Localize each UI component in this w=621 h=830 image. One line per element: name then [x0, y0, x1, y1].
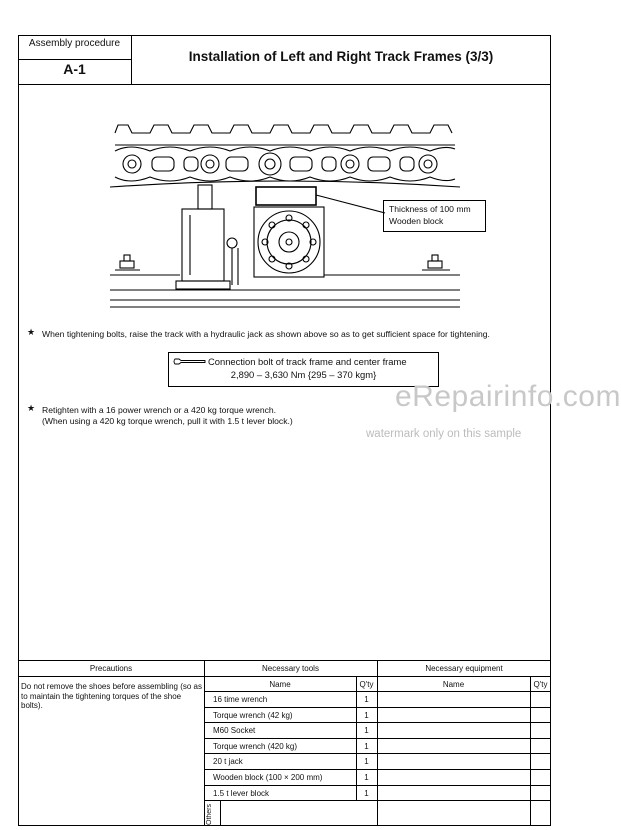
precautions-header: Precautions: [89, 664, 133, 673]
tool-name: 16 time wrench: [213, 695, 268, 704]
tools-header: Necessary tools: [262, 664, 319, 673]
watermark-sub: watermark only on this sample: [366, 428, 522, 440]
table-row-line: [204, 753, 551, 754]
tools-name-col: Name: [269, 680, 291, 689]
tightening-value: 2,890 – 3,630 Nm {295 – 370 kgm}: [230, 369, 377, 380]
tool-name: M60 Socket: [213, 726, 256, 735]
tool-qty: 1: [364, 726, 369, 735]
wrench-icon: [173, 356, 207, 367]
procedure-divider: [18, 59, 131, 60]
table-row-line: [204, 769, 551, 770]
tool-qty: 1: [364, 789, 369, 798]
tool-name: Wooden block (100 × 200 mm): [213, 773, 323, 782]
note-raise-track: When tightening bolts, raise the track with a hydraulic jack as shown above so as to get sufficient space for tightening.: [42, 329, 490, 339]
procedure-label: Assembly procedure: [28, 38, 121, 49]
equip-name-col: Name: [442, 680, 465, 689]
watermark-main: eRepairinfo.com: [395, 380, 621, 413]
procedure-code: A-1: [63, 61, 86, 77]
table-top-border: [18, 660, 551, 661]
note-retighten-1: Retighten with a 16 power wrench or a 420 kg torque wrench.: [42, 405, 277, 415]
others-label: Others: [206, 803, 213, 825]
tool-qty: 1: [364, 773, 369, 782]
tool-qty: 1: [364, 757, 369, 766]
bullet-star-icon: ★: [27, 327, 36, 337]
equip-qty-divider: [530, 676, 531, 826]
page-title: Installation of Left and Right Track Frames (3/3): [188, 49, 494, 64]
others-divider: [220, 801, 221, 826]
tools-qty-col: Q'ty: [359, 680, 374, 689]
tightening-label: Connection bolt of track frame and center frame: [208, 356, 407, 367]
table-row-line: [204, 707, 551, 708]
note-retighten-2: (When using a 420 kg torque wrench, pull it with 1.5 t lever block.): [42, 416, 293, 426]
equipment-header: Necessary equipment: [425, 664, 503, 673]
bullet-star-icon-2: ★: [27, 403, 36, 413]
equip-qty-col: Q'ty: [533, 680, 548, 689]
tool-name: 20 t jack: [213, 757, 243, 766]
callout-line-1: Thickness of 100 mm: [389, 204, 471, 214]
tool-qty: 1: [364, 695, 369, 704]
callout-line-2: Wooden block: [389, 216, 444, 226]
tool-name: Torque wrench (420 kg): [213, 742, 298, 751]
tool-qty: 1: [364, 742, 369, 751]
header-divider: [18, 84, 551, 85]
tool-name: Torque wrench (42 kg): [213, 711, 293, 720]
table-row-line: [204, 800, 551, 801]
table-row-line: [204, 722, 551, 723]
tool-qty: 1: [364, 711, 369, 720]
precaution-text: Do not remove the shoes before assembling (so as to maintain the tightening torques of the shoe bolts).: [21, 682, 202, 710]
table-row-line: [204, 691, 551, 692]
tool-name: 1.5 t lever block: [213, 789, 270, 798]
table-row-line: [204, 738, 551, 739]
table-row-line: [204, 785, 551, 786]
table-header-border: [18, 676, 551, 677]
